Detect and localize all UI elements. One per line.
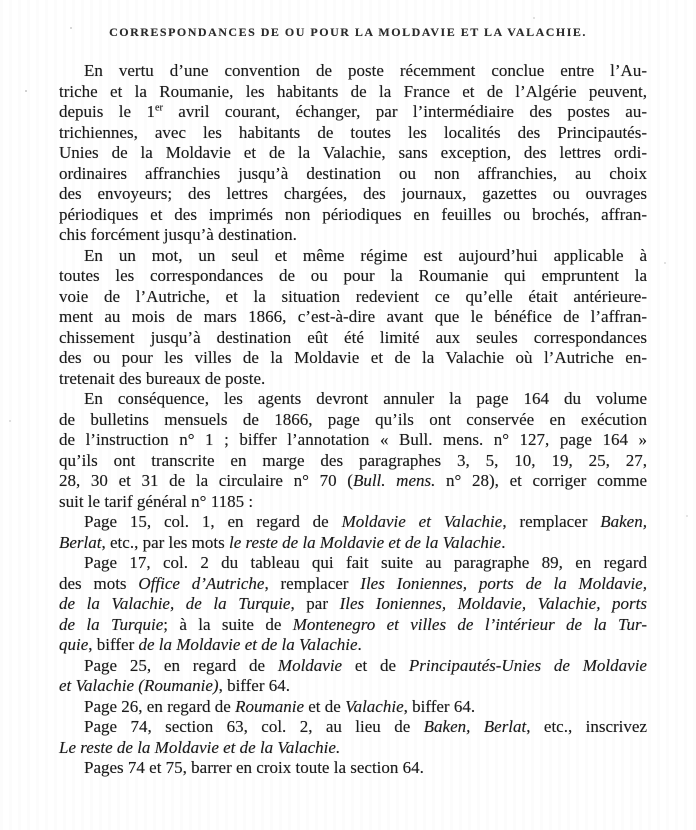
text-line [59,697,647,718]
paragraph [59,389,647,512]
scan-speck [70,27,72,29]
italic-text-run: le reste de la Moldavie et de la Valachie [228,532,502,552]
text-run: chis forcément jusqu’à destination. [59,225,297,244]
paragraph [59,553,647,656]
text-line [59,348,647,369]
italic-text-run: Office d’Autriche [138,573,265,593]
text-line [59,246,647,267]
paragraph [59,512,647,553]
text-run: voie de l’Autriche, et la situation redevient ce qu’elle était antérieure- [59,286,647,306]
paragraph [59,656,647,697]
text-line [59,717,647,738]
text-run: Page 15, col. 1, en regard de [84,512,342,531]
text-line [59,635,647,656]
italic-text-run: Moldavie et Valachie [341,512,503,531]
paragraph [59,717,647,758]
text-run: , etc., par les mots [101,532,229,552]
text-run: des envoyeurs; des lettres chargées, des journaux, gazettes ou ouvrages [59,184,647,203]
italic-text-run: Bull. mens. [352,471,436,490]
text-run: chissement jusqu’à destination eût été limité aux seules correspondances [59,327,647,347]
document-body [59,61,647,779]
scan-speck [686,515,688,517]
text-line [59,123,647,144]
text-run: , etc., inscrivez [526,717,647,736]
paragraph [59,697,647,718]
text-line [59,328,647,349]
scan-speck [664,262,666,264]
text-run: périodiques et des imprimés non périodiques en feuilles ou brochés, affran- [59,204,647,224]
text-run: En conséquence, les agents devront annuler la page 164 du volume [84,389,647,408]
text-line [59,553,647,574]
text-line [59,594,647,615]
italic-text-run: Roumanie [235,696,304,716]
text-run: ; à la suite de [163,614,293,634]
text-run: qu’ils ont transcrite en marge des paragraphes 3, 5, 10, 19, 25, 27, [59,450,647,470]
paragraph [59,246,647,390]
text-run: er [154,102,163,114]
text-line [59,287,647,308]
text-line [59,738,647,759]
text-line [59,615,647,636]
text-run: ment au mois de mars 1866, c’est-à-dire avant que le bénéfice de l’affran- [59,307,647,326]
scan-speck [533,17,535,19]
text-line [59,758,647,779]
italic-text-run: de la Turquie [59,614,164,634]
text-run: des mots [59,573,139,593]
text-line [59,266,647,287]
text-run: , biffer 64. [403,696,476,716]
text-run: , remplacer [502,512,601,531]
text-run: , remplacer [264,573,361,593]
italic-text-run: Iles Ioniennes, Moldavie, Valachie, ports [339,594,647,613]
text-run: En vertu d’une convention de poste récemment conclue entre l’Au- [84,61,647,80]
paragraph [59,758,647,779]
text-run: Unies de la Moldavie et de la Valachie, sans exception, des lettres ordi- [59,143,647,162]
text-line [59,61,647,82]
text-run: En un mot, un seul et même régime est aujourd’hui applicable à [84,245,647,265]
italic-text-run: Baken, Berlat [423,717,527,736]
text-line [59,205,647,226]
text-run: depuis le 1 [59,102,155,121]
text-line [59,574,647,595]
italic-text-run: de la Moldavie et de la Valachie [138,635,358,654]
text-run: n° 28), et corriger comme [435,471,648,490]
text-run: , biffer 64. [218,676,291,695]
scan-speck [25,90,27,92]
text-run: de l’instruction n° 1 ; biffer l’annotation « Bull. mens. n° 127, page 164 » [59,430,647,449]
text-run: avril courant, échanger, par l’intermédiaire des postes au- [162,102,647,121]
italic-text-run: et Valachie (Roumanie) [59,676,219,695]
text-line [59,492,647,513]
text-run: , par [290,594,340,613]
text-line [59,102,647,123]
text-line [59,451,647,472]
text-run: . [501,532,506,552]
text-line [59,471,647,492]
text-run: et de [304,696,346,716]
text-line [59,430,647,451]
italic-text-run: quie [59,635,89,654]
italic-text-run: Berlat [59,532,102,552]
text-run: triche et la Roumanie, les habitants de la France et de l’Algérie peuvent, [59,81,647,101]
text-run: et de [342,655,409,675]
text-run: ordinaires affranchies jusqu’à destination ou non affranchies, au choix [59,163,647,183]
text-run: toutes les correspondances de ou pour la Roumanie qui empruntent la [59,266,647,285]
italic-text-run: Le reste de la Moldavie et de la Valachie. [59,737,341,757]
text-line [59,225,647,246]
text-run: Page 26, en regard de [84,696,236,716]
scan-speck [9,420,11,422]
text-line [59,164,647,185]
text-line [59,82,647,103]
text-line [59,389,647,410]
text-run: trichiennes, avec les habitants de toutes les localités des Principautés- [59,122,647,142]
text-run: de bulletins mensuels de 1866, page qu’ils ont conservée en exécution [59,409,647,429]
text-run: suit le tarif général n° 1185 : [59,491,254,511]
text-line [59,307,647,328]
italic-text-run: Principautés-Unies de Moldavie [408,655,647,675]
text-run: tretenait des bureaux de poste. [59,368,266,388]
text-line [59,184,647,205]
scan-speck [72,96,74,98]
italic-text-run: Montenegro et villes de l’intérieur de la Tur- [292,614,647,634]
text-run: , biffer [88,635,139,654]
text-line [59,369,647,390]
text-line [59,533,647,554]
italic-text-run: Iles Ioniennes, ports de la Moldavie, [360,573,647,593]
text-run: Page 25, en regard de [84,655,278,675]
text-run: Pages 74 et 75, barrer en croix toute la section 64. [84,758,424,777]
text-run: des ou pour les villes de la Moldavie et de la Valachie où l’Autriche en- [59,348,647,367]
text-line [59,512,647,533]
text-run: Page 17, col. 2 du tableau qui fait suite au paragraphe 89, en regard [84,553,647,572]
italic-text-run: Valachie [345,696,404,716]
italic-text-run: de la Valachie, de la Turquie [59,594,291,613]
text-run: . [357,635,362,654]
text-line [59,676,647,697]
text-run: 28, 30 et 31 de la circulaire n° 70 ( [59,471,353,490]
page-heading: CORRESPONDANCES DE OU POUR LA MOLDAVIE ET LA VALACHIE. [109,25,587,39]
text-line [59,143,647,164]
italic-text-run: Moldavie [277,655,343,675]
italic-text-run: Baken, [600,512,647,531]
text-line [59,410,647,431]
text-run: Page 74, section 63, col. 2, au lieu de [84,717,424,736]
paragraph [59,61,647,246]
text-line [59,656,647,677]
